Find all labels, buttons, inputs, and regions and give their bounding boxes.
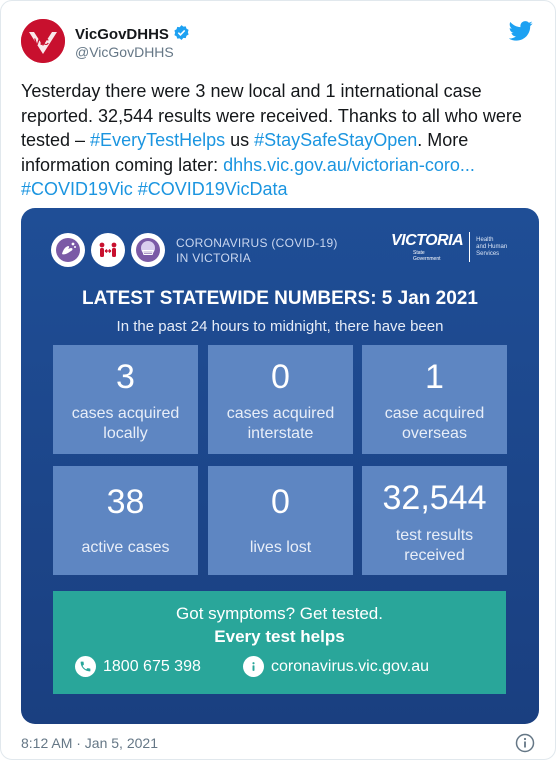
account-name-row[interactable] (75, 24, 190, 45)
info-icon (243, 656, 264, 677)
stat-tile-overseas (362, 345, 507, 454)
stat-label: received (404, 547, 465, 564)
website (243, 656, 429, 677)
stat-number: 3 (116, 358, 135, 396)
twitter-bird-icon[interactable] (509, 21, 533, 46)
avatar-text: VIC (34, 37, 50, 47)
tweet-text-part: . More information coming later: (21, 130, 469, 175)
stat-label: test results (395, 527, 474, 544)
covid-label (176, 236, 338, 266)
stat-tile-local (53, 345, 198, 454)
social-distance-icon (91, 233, 125, 267)
stat-label: locally (103, 425, 148, 442)
stat-number: 0 (271, 358, 290, 396)
face-mask-icon (131, 233, 165, 267)
vic-logo-sub2: Government (413, 256, 441, 262)
tweet-media-image[interactable] (21, 208, 539, 724)
poster-headline: LATEST STATEWIDE NUMBERS: 5 Jan 2021 (82, 288, 478, 309)
tweet-text (21, 79, 541, 202)
stat-number: 1 (425, 358, 444, 396)
vic-logo-sub1: State (413, 250, 425, 256)
cta-line2: Every test helps (214, 627, 345, 646)
stat-tile-lives-lost (208, 466, 353, 575)
cta-line1: Got symptoms? Get tested. (176, 604, 383, 623)
account-handle[interactable]: @VicGovDHHS (75, 44, 174, 60)
stat-label: interstate (247, 425, 314, 442)
covid-poster (21, 208, 539, 724)
stat-label: overseas (402, 425, 467, 442)
dhhs-label-1: Health (476, 236, 494, 243)
get-tested-banner (53, 591, 506, 694)
vic-logo-word: VICTORIA (391, 232, 464, 249)
tweet-text-part: us (225, 130, 255, 150)
poster-icons (51, 233, 165, 267)
stat-tile-active (53, 466, 198, 575)
hand-wash-icon (51, 233, 85, 267)
stat-label: lives lost (249, 539, 312, 556)
hashtag-everytesthelps[interactable]: #EveryTestHelps (90, 130, 226, 150)
stat-tile-tests (362, 466, 507, 575)
info-icon[interactable] (515, 733, 535, 758)
hashtag-covid19vicdata[interactable]: #COVID19VicData (137, 179, 288, 199)
dhhs-link[interactable]: dhhs.vic.gov.au/victorian-coro... (223, 154, 475, 175)
poster-subline: In the past 24 hours to midnight, there have been (116, 318, 444, 335)
dhhs-label (476, 237, 507, 258)
phone-icon (75, 656, 96, 677)
tweet-timestamp[interactable]: 8:12 AM · Jan 5, 2021 (21, 735, 158, 751)
stat-number: 0 (271, 483, 290, 521)
stat-label: cases acquired (71, 405, 180, 422)
stat-label: active cases (81, 539, 170, 556)
logo-divider (469, 232, 470, 262)
account-name[interactable]: VicGovDHHS (75, 26, 169, 43)
stat-number: 32,544 (382, 479, 487, 517)
stat-tile-interstate (208, 345, 353, 454)
stat-label: cases acquired (226, 405, 335, 422)
stat-number: 38 (106, 483, 145, 521)
dhhs-label-3: Services (476, 250, 500, 257)
tweet-text-part: Yesterday there were 3 new local and 1 international case reported. 32,544 results were received. Thanks to all who were tested – (21, 81, 522, 150)
hashtag-covid19vic[interactable]: #COVID19Vic (21, 179, 133, 199)
covid-label-line1: CORONAVIRUS (COVID-19) (176, 236, 338, 250)
hotline-number: 1800 675 398 (103, 657, 201, 675)
hashtag-staysafestayopen[interactable]: #StaySafeStayOpen (254, 130, 418, 150)
covid-label-line2: IN VICTORIA (176, 251, 252, 265)
avatar[interactable] (21, 19, 65, 63)
dhhs-label-2: and Human (476, 243, 508, 250)
hotline (75, 656, 201, 677)
website-url: coronavirus.vic.gov.au (271, 657, 429, 675)
stat-label: case acquired (384, 405, 485, 422)
verified-badge-icon (173, 24, 190, 45)
victoria-government-logo (391, 232, 507, 262)
